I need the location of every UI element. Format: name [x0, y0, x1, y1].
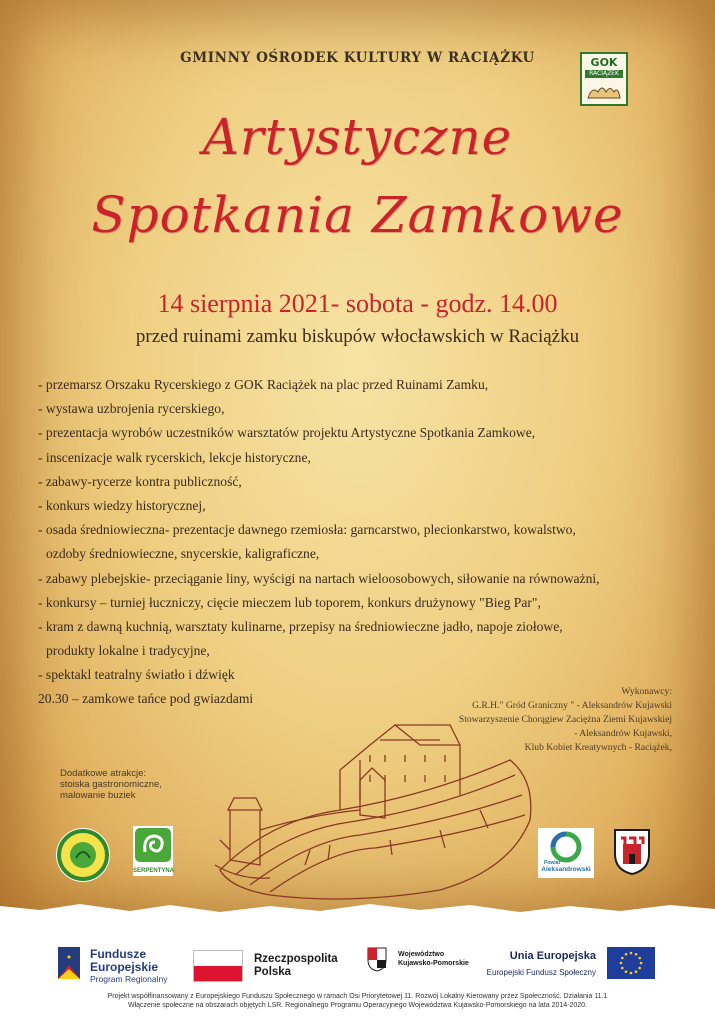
powiat-label [538, 860, 594, 873]
gok-logo-text: GOK [590, 56, 618, 69]
program-item: - zabawy-rycerze kontra publiczność, [38, 473, 242, 489]
funding-note [0, 993, 715, 1010]
extra-line: malowanie buziek [60, 790, 136, 801]
kp-title-line2: Kujawsko-Pomorskie [398, 960, 469, 967]
castle-ruins-sketch [210, 700, 540, 905]
event-title-line1: Artystyczne [202, 108, 513, 166]
organizer-heading: GMINNY OŚRODEK KULTURY W RACIĄŻKU [180, 50, 535, 66]
fundusze-europejskie-icon [58, 947, 80, 979]
performer-line: - Aleksandrów Kujawski, [574, 728, 672, 739]
kp-title [398, 950, 469, 968]
ue-title: Unia Europejska [509, 950, 596, 962]
poland-flag-icon [193, 950, 243, 982]
program-item: ozdoby średniowieczne, snycerskie, kaligraficzne, [46, 546, 320, 562]
serpentyna-spiral-icon [133, 826, 173, 862]
event-title-line2: Spotkania Zamkowe [91, 186, 624, 244]
pl-title [254, 953, 338, 979]
extra-line: stoiska gastronomiczne, [60, 779, 162, 790]
program-list [38, 373, 698, 712]
program-item: - prezentacja wyrobów uczestników warsztatów projektu Artystyczne Spotkania Zamkowe, [38, 425, 536, 441]
powiat-label-big: Aleksandrowski [541, 866, 591, 873]
program-item: - spektakl teatralny światło i dźwięk [38, 667, 235, 683]
serpentyna-logo [133, 826, 173, 876]
fe-title [90, 948, 158, 974]
ue-subtitle: Europejski Fundusz Społeczny [486, 968, 596, 977]
lgd-logo [56, 828, 110, 882]
event-place: przed ruinami zamku biskupów włocławskich w Raciążku [135, 326, 580, 347]
pl-title-line2: Polska [254, 966, 292, 978]
program-item: - osada średniowieczna- prezentacje dawnego rzemiosła: garncarstwo, plecionkarstwo, kowalstwo, [38, 522, 576, 538]
funding-note-line1: Projekt współfinansowany z Europejskiego Funduszu Społecznego w ramach Osi Priorytetowej 11. Rozwój Lokalny Kierowany przez Społeczność. Działania 11.1 [107, 993, 608, 1000]
eu-flag-icon [607, 947, 655, 979]
performer-line: Klub Kobiet Kreatywnych - Raciążek, [524, 742, 672, 753]
program-item: - przemarsz Orszaku Rycerskiego z GOK Raciążek na plac przed Ruinami Zamku, [38, 377, 489, 392]
extra-attractions [60, 768, 162, 801]
performer-line: Stowarzyszenie Chorągiew Zaciężna Ziemi Kujawskiej [458, 714, 672, 725]
program-item: - inscenizacje walk rycerskich, lekcje historyczne, [38, 449, 311, 465]
pl-title-line1: Rzeczpospolita [254, 953, 338, 965]
performer-line: G.R.H." Gród Graniczny " - Aleksandrów Kujawski [472, 700, 672, 711]
event-date: 14 sierpnia 2021- sobota - godz. 14.00 [157, 289, 558, 318]
kujawsko-pomorskie-crest-icon [366, 946, 388, 972]
program-item: - zabawy plebejskie- przeciąganie liny, wyścigi na nartach wieloosobowych, siłowanie na równoważni, [38, 570, 600, 586]
fe-title-line2: Europejskie [90, 960, 159, 974]
program-item: - konkursy – turniej łuczniczy, cięcie mieczem lub toporem, konkurs drużynowy "Bieg Par", [38, 594, 541, 610]
raciazek-crest-icon [612, 826, 652, 876]
powiat-ring-icon [538, 828, 594, 864]
fe-subtitle: Program Regionalny [90, 974, 168, 984]
gok-logo-band: RACIĄŻEK [585, 70, 623, 78]
gok-logo [580, 52, 628, 106]
powiat-label-small: Powiat [544, 860, 561, 866]
fe-title-line1: Fundusze [90, 947, 146, 961]
extra-heading: Dodatkowe atrakcje: [60, 768, 147, 779]
kp-title-line1: Województwo [398, 951, 445, 958]
funding-note-line2: Włączenie społeczne na obszarach objętych LSR. Regionalnego Programu Operacyjnego Województwa Kujawsko-Pomorskiego na lata 2014-2020. [127, 1001, 588, 1009]
program-item: - kram z dawną kuchnią, warsztaty kulinarne, przepisy na średniowieczne jadło, napoje ziołowe, [38, 618, 563, 634]
program-item: 20.30 – zamkowe tańce pod gwiazdami [38, 691, 254, 707]
program-item: - konkurs wiedzy historycznej, [38, 497, 206, 513]
performers-heading: Wykonawcy: [621, 686, 672, 697]
program-item: - wystawa uzbrojenia rycerskiego, [38, 401, 225, 417]
powiat-logo [538, 828, 594, 878]
lgd-emblem-icon [56, 828, 110, 882]
program-item: produkty lokalne i tradycyjne, [46, 643, 210, 659]
serpentyna-label: SERPENTYNA [133, 868, 175, 874]
gok-hands-icon [582, 80, 626, 102]
